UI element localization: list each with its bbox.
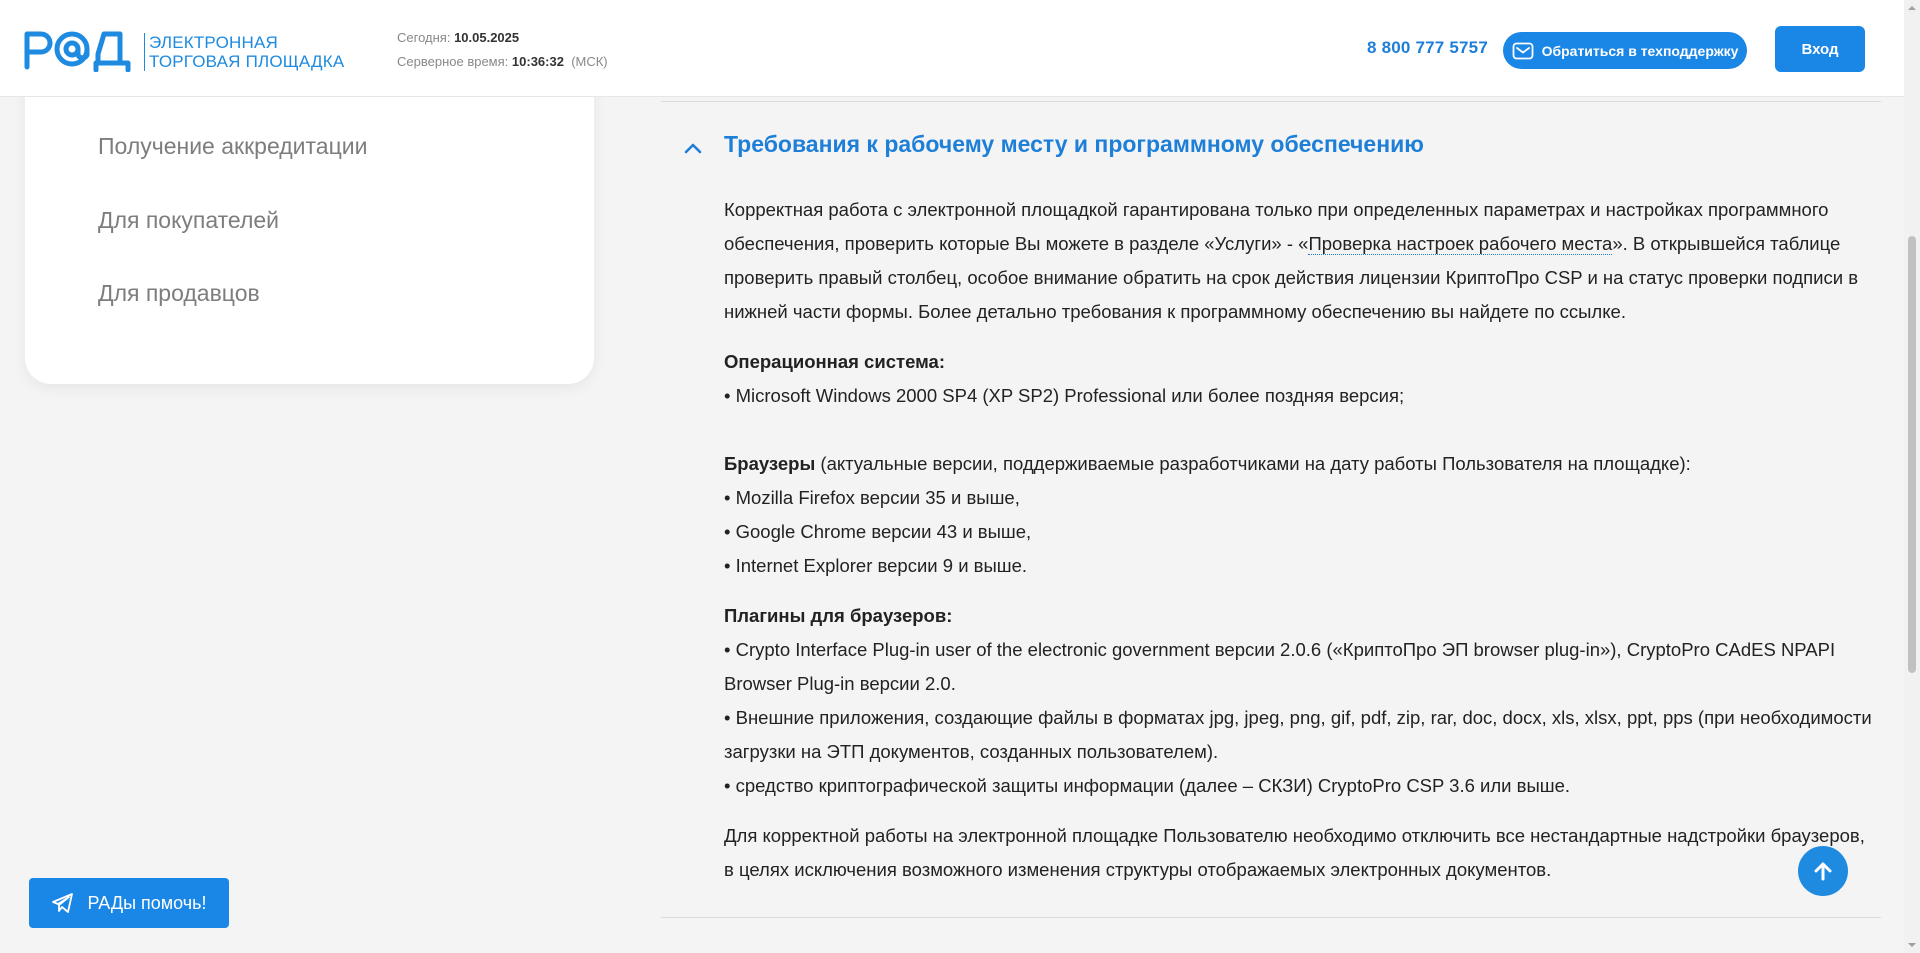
accordion-title[interactable]: Требования к рабочему месту и программному обеспечению xyxy=(724,131,1424,157)
os-item: • Microsoft Windows 2000 SP4 (XP SP2) Professional или более поздняя версия; xyxy=(724,385,1405,406)
intro-paragraph xyxy=(724,193,1874,329)
intro-text-start: Корректная работа с электронной площадкой гарантирована только при определенных параметрах и настройках программного обеспечения, проверить которые Вы можете в разделе «Услуги» - « xyxy=(724,199,1829,254)
accordion-content xyxy=(724,193,1874,903)
scrollbar-thumb[interactable] xyxy=(1908,236,1916,673)
intro-text-end: ». В открывшейся таблице проверить правый столбец, особое внимание обратить на срок действия лицензии КриптоПро CSP и на статус проверки подписи в нижней части формы. Более детально требования к программному обеспечению вы найдете по ссылке. xyxy=(724,233,1859,322)
browser-item: • Google Chrome версии 43 и выше, xyxy=(724,521,1032,542)
plugin-item: • Crypto Interface Plug-in user of the electronic government версии 2.0.6 («КриптоПро ЭП browser plug-in»), CryptoPro CAdES NPAPI Browser Plug-in версии 2.0. xyxy=(724,639,1836,694)
timezone: (МСК) xyxy=(571,54,608,69)
browsers-note: (актуальные версии, поддерживаемые разработчиками на дату работы Пользователя на площадке): xyxy=(815,453,1691,474)
os-section xyxy=(724,345,1874,413)
today-label: Сегодня: xyxy=(397,30,451,45)
chevron-up-icon[interactable] xyxy=(682,137,704,159)
rad-logo[interactable] xyxy=(24,26,136,72)
scroll-down-arrow-icon[interactable] xyxy=(1908,941,1916,949)
logo-text xyxy=(144,33,344,71)
telegram-icon xyxy=(51,892,75,914)
sidebar-menu xyxy=(25,60,594,384)
sidebar-item-buyers[interactable]: Для покупателей xyxy=(98,207,280,233)
server-time-label: Серверное время: xyxy=(397,54,509,69)
scroll-up-arrow-icon[interactable] xyxy=(1908,4,1916,12)
scroll-to-top-button[interactable] xyxy=(1798,846,1848,896)
plugins-heading: Плагины для браузеров: xyxy=(724,605,953,626)
plugins-section xyxy=(724,599,1874,803)
phone-link[interactable]: 8 800 777 5757 xyxy=(1367,38,1488,57)
login-button[interactable]: Вход xyxy=(1775,26,1865,72)
closing-paragraph: Для корректной работы на электронной площадке Пользователю необходимо отключить все нестандартные надстройки браузеров, в целях исключения возможного изменения структуры отображаемых электронных документов. xyxy=(724,825,1865,880)
support-button-label: Обратиться в техподдержку xyxy=(1541,42,1739,59)
arrow-up-icon xyxy=(1811,859,1835,883)
help-chat-label: РАДы помочь! xyxy=(87,892,207,913)
header xyxy=(0,0,1904,97)
logo-text-line1: ЭЛЕКТРОННАЯ xyxy=(149,33,278,52)
support-button[interactable] xyxy=(1503,32,1747,69)
accordion-divider-top xyxy=(661,101,1881,102)
help-chat-button[interactable] xyxy=(29,878,229,928)
browser-item: • Mozilla Firefox версии 35 и выше, xyxy=(724,487,1020,508)
mail-icon xyxy=(1512,42,1534,60)
logo-text-line2: ТОРГОВАЯ ПЛОЩАДКА xyxy=(149,52,345,71)
plugin-item: • средство криптографической защиты информации (далее – СКЗИ) CryptoPro CSP 3.6 или выше. xyxy=(724,775,1571,796)
plugin-item: • Внешние приложения, создающие файлы в форматах jpg, jpeg, png, gif, pdf, zip, rar, doc, docx, xls, xlsx, ppt, pps (при необходимости загрузки на ЭТП документов, созданных пользователем). xyxy=(724,707,1872,762)
server-time-value: 10:36:32 xyxy=(511,54,564,69)
sidebar-item-sellers[interactable]: Для продавцов xyxy=(98,280,260,306)
today-value: 10.05.2025 xyxy=(454,30,520,45)
sidebar-item-accreditation[interactable]: Получение аккредитации xyxy=(98,133,368,159)
date-time-block xyxy=(397,26,608,74)
accordion-divider-bottom xyxy=(661,917,1881,918)
browsers-section xyxy=(724,447,1874,583)
workplace-check-link[interactable]: Проверка настроек рабочего места xyxy=(1308,233,1613,254)
browsers-heading: Браузеры xyxy=(724,453,816,474)
browser-item: • Internet Explorer версии 9 и выше. xyxy=(724,555,1028,576)
os-heading: Операционная система: xyxy=(724,351,946,372)
